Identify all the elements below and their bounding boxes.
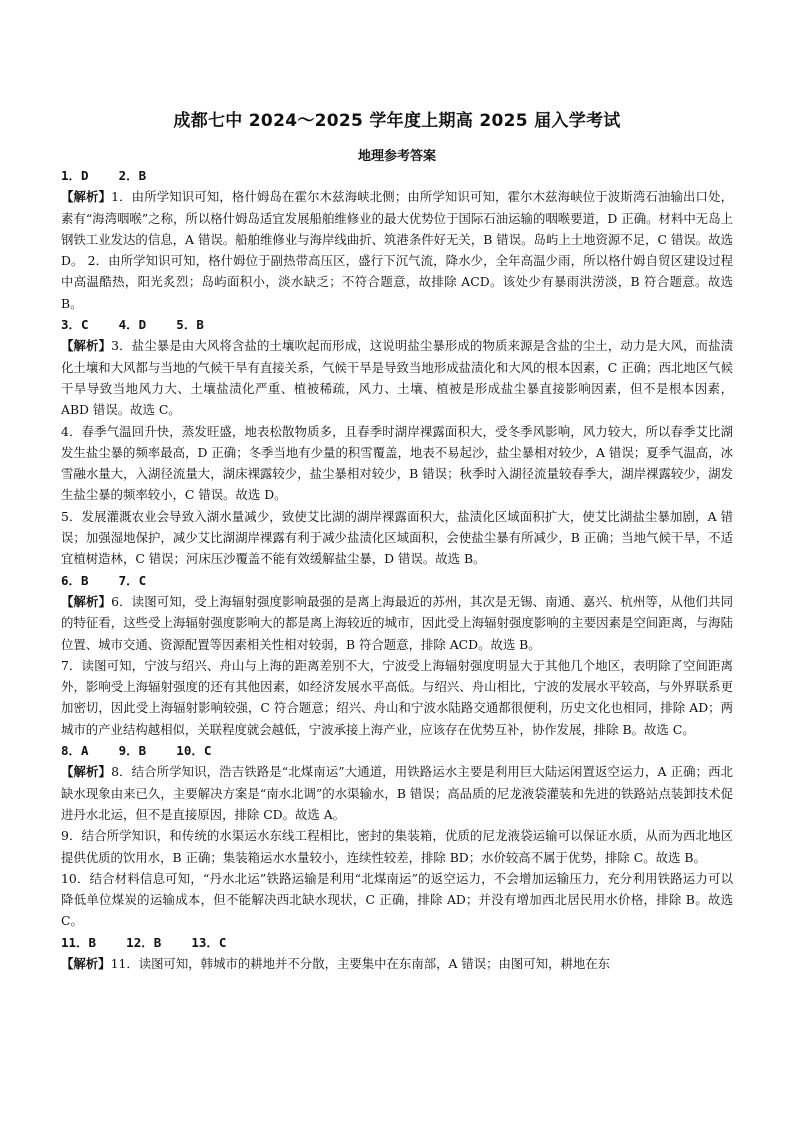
analysis-block-7: 7．读图可知，宁波与绍兴、舟山与上海的距离差别不大，宁波受上海辐射强度明显大于其他几个地区，表明除了空间距离外，影响受上海辐射强度的还有其他因素，如经济发展水平高低。与绍兴、舟山相比，宁波的发展水平较高，与外界联系更加密切，因此受上海辐射影响较强，C 符合题意；绍兴、舟山和宁波水陆路交通都很便利，历史文化也相同，排除 AD；两城市的产业结构越相似，关联程度就会越低，宁波承接上海产业，应该存在优势互补，协作发展，排除 B。故选 C。	[61, 657, 733, 737]
answer-line-11-13: 11．B 12．B 13．C	[61, 934, 227, 950]
analysis-label: 【解析】	[61, 338, 112, 354]
answer-line-1-2: 1．D 2．B	[61, 168, 147, 183]
analysis-text: 6．读图可知，受上海辐射强度影响最强的是离上海最近的苏州，其次是无锡、南通、嘉兴、杭州等，从他们共同的特征看，这些受上海辐射强度影响大的都是离上海较近的城市，因此受上海辐射强度影响的主要因素是空间距离，与海陆位置、城市交通、资源配置等因素相关性相对较弱，B 符合题意，排除 ACD。故选 B。	[61, 593, 733, 652]
analysis-block-3	[61, 335, 733, 420]
analysis-text: 11．读图可知，韩城市的耕地并不分散，主要集中在东南部，A 错误；由图可知，耕地在东	[110, 955, 611, 971]
analysis-label: 【解析】	[61, 955, 111, 971]
analysis-label: 【解析】	[61, 764, 112, 780]
answer-line-6-7: 6．B 7．C	[61, 572, 147, 588]
analysis-block-5: 5．发展灌溉农业会导致入湖水量减少，致使艾比湖的湖岸裸露面积大，盐渍化区域面积扩大，使艾比湖盐尘暴加剧，A 错误；加强湿地保护，减少艾比湖湖岸裸露有利于减少盐渍化区域面积，会使盐尘暴有所减少，B 正确；当地气候干旱，不适宜植树造林，C 错误；河床压沙覆盖不能有效缓解盐尘暴，D 错误。故选 B。	[61, 508, 733, 567]
analysis-block-6	[61, 591, 733, 655]
page-subtitle: 地理参考答案	[357, 149, 436, 164]
analysis-label: 【解析】	[61, 189, 112, 205]
analysis-block-8	[61, 761, 733, 825]
analysis-text: 1．由所学知识可知，格什姆岛在霍尔木兹海峡北侧；由所学知识可知，霍尔木兹海峡位于波斯湾石油输出口处，素有“海湾咽喉”之称，所以格什姆岛适宜发展船舶维修业的最大优势位于国际石油运输的咽喉要道，D 正确。材料中无岛上钢铁工业发达的信息，A 错误。船舶维修业与海岸线曲折、筑港条件好无关，B 错误。岛屿上土地资源不足，C 错误。故选 D。 2．由所学知识可知，格什姆位于副热带高压区，盛行下沉气流，降水少，全年高温少雨，所以格什姆自贸区建设过程中高温酷热，阳光炙烈；岛屿面积小，淡水缺乏；不符合题意，故排除 ACD。该处少有暴雨洪涝淡，B 符合题意。故选 B。	[61, 189, 733, 311]
analysis-text: 8．结合所学知识，浩吉铁路是“北煤南运”大通道，用铁路运水主要是利用巨大陆运闲置返空运力，A 正确；西北缺水现象由来已久，主要解决方案是“南水北调”的水渠输水，B 错误；高品质的尼龙液袋灌装和先进的铁路站点装卸技术促进丹水北运，但不是直接原因，排除 CD。故选 A。	[61, 764, 733, 822]
answer-line-3-5: 3．C 4．D 5．B	[61, 317, 204, 333]
analysis-block-11	[61, 953, 733, 974]
analysis-text: 3．盐尘暴是由大风将含盐的土壤吹起而形成，这说明盐尘暴形成的物质来源是含盐的尘土，动力是大风，而盐渍化土壤和大风都与当地的气候干旱有直接关系，气候干旱是导致当地形成盐渍化和大风的根本因素，C 正确；西北地区气候干旱导致当地风力大、土壤盐渍化严重、植被稀疏，风力、土壤、植被是形成盐尘暴直接影响因素，但不是根本因素，ABD 错误。故选 C。	[61, 338, 733, 418]
analysis-block-4: 4．春季气温回升快，蒸发旺盛，地表松散物质多，且春季时湖岸裸露面积大，受冬季风影响，风力较大，所以春季艾比湖发生盐尘暴的频率最高，D 正确；冬季当地有少量的积雪覆盖，地表不易起沙，盐尘暴相对较少，A 错误；夏季气温高，冰雪融水量大，入湖径流量大，湖床裸露较少，盐尘暴相对较少，B 错误；秋季时入湖径流量较春季大，湖岸裸露较少，湖发生盐尘暴的频率较小，C 错误。故选 D。	[61, 423, 733, 503]
analysis-block-9: 9．结合所学知识，和传统的水渠运水东线工程相比，密封的集装箱，优质的尼龙液袋运输可以保证水质，从而为西北地区提供优质的饮用水，B 正确；集装箱运水水量较小，连续性较差，排除 BD；水价较高不属于优势，排除 C。故选 B。	[61, 828, 733, 865]
answer-content	[61, 165, 733, 974]
analysis-label: 【解析】	[61, 593, 112, 609]
analysis-block-10: 10．结合材料信息可知，“丹水北运”铁路运输是利用“北煤南运”的返空运力，不会增加运输压力，充分利用铁路运力可以降低单位煤炭的运输成本，但不能解决西北缺水现状，C 正确，排除 AD；并没有增加西北居民用水价格，排除 B。故选 C。	[61, 870, 733, 929]
analysis-block-1-2	[61, 186, 733, 314]
answer-line-8-10: 8．A 9．B 10．C	[61, 743, 212, 759]
page-title: 成都七中 2024～2025 学年度上期高 2025 届入学考试	[173, 111, 621, 131]
